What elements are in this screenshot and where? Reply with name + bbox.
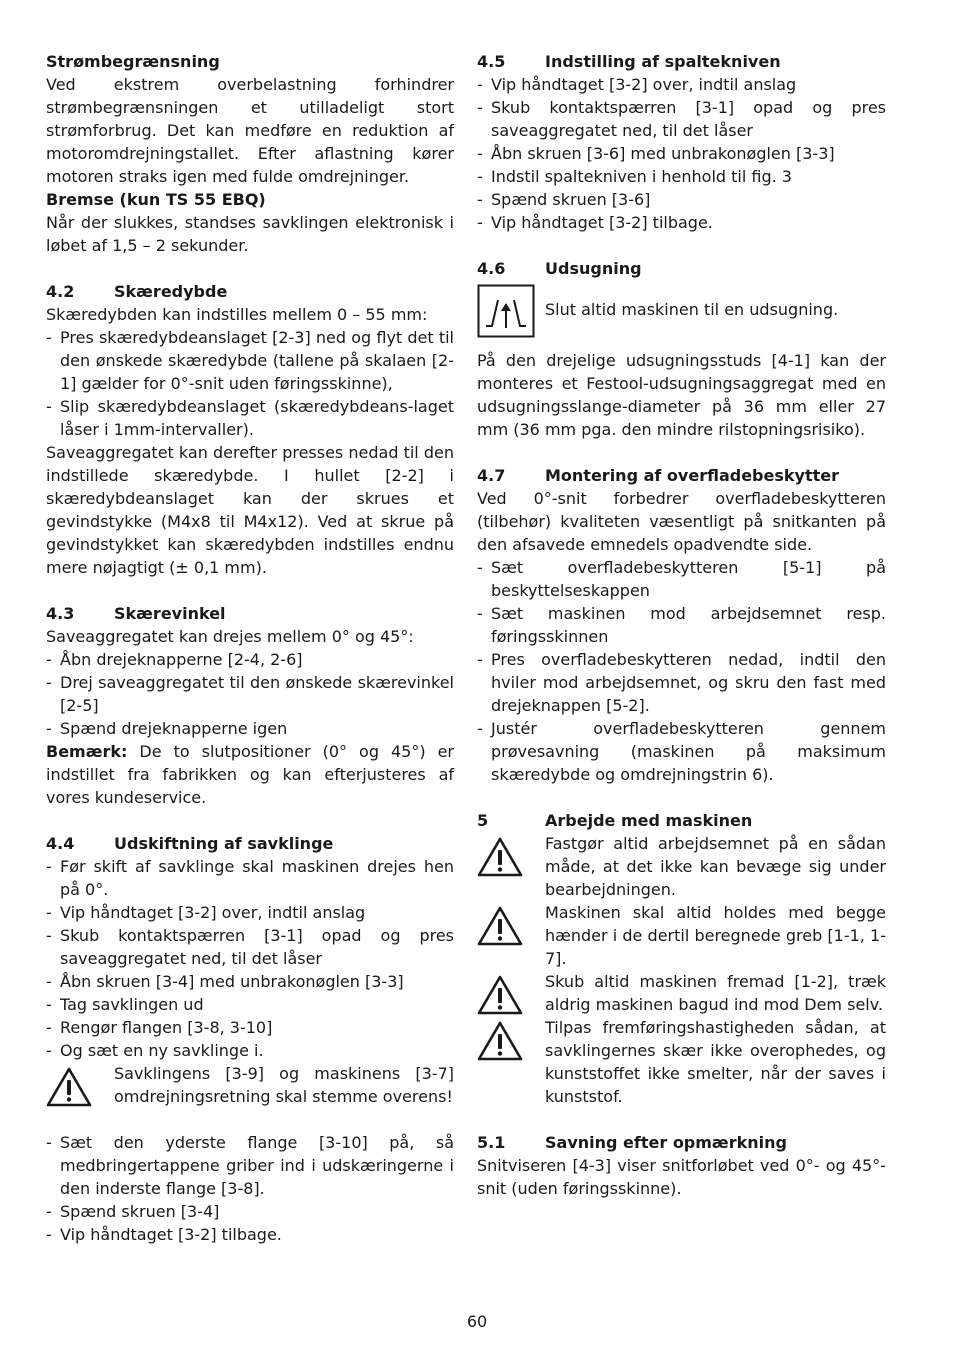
- list-item: - Pres overfladebeskytteren nedad, indtil den hviler mod arbejdsemnet, og skru den fast med drejeknappen [5-2].: [477, 648, 886, 717]
- warning-text: Tilpas fremføringshastigheden sådan, at savklingernes skær ikke overophedes, og kunststoffet ikke smelter, når der saves i kunststof.: [545, 1018, 886, 1106]
- section-4-4-heading: [46, 832, 454, 855]
- list-item: - Sæt den yderste flange [3-10] på, så medbringertappene griber ind i udskæringerne i den inderste flange [3-8].: [46, 1131, 454, 1200]
- list-item: - Pres skæredybdeanslaget [2-3] ned og flyt det til den ønskede skæredybde (tallene på skalaen [2-1] gælder for 0°-snit uden føringsskinne),: [46, 326, 454, 395]
- list-item: - Slip skæredybdeanslaget (skæredybdeans-laget låser i 1mm-intervaller).: [46, 395, 454, 441]
- warning-triangle-icon: [477, 901, 545, 947]
- note-label: Bemærk:: [46, 742, 128, 761]
- current-limit-text: Ved ekstrem overbelastning forhindrer strømbegrænsningen et utilladeligt stort strømforbrug. Det kan medføre en reduktion af motoromdrejningstallet. Efter aflastning kører motoren straks igen med fulde omdrejninger.: [46, 75, 454, 186]
- section-4-3-note: [46, 740, 454, 809]
- right-column: [477, 50, 886, 1200]
- safety-warning: [477, 970, 886, 1016]
- section-number: 4.7: [477, 466, 506, 485]
- section-5-1-text: Snitviseren [4-3] viser snitforløbet ved 0°- og 45°-snit (uden føringsskinne).: [477, 1156, 886, 1198]
- section-title: Skærevinkel: [114, 604, 226, 623]
- section-number: 4.2: [46, 282, 75, 301]
- section-4-5-list: [477, 73, 886, 234]
- section-4-3-list: [46, 648, 454, 740]
- section-number: 4.6: [477, 259, 506, 278]
- list-item: - Åbn skruen [3-4] med unbrakonøglen [3-3]: [46, 970, 454, 993]
- list-item: - Sæt maskinen mod arbejdsemnet resp. føringsskinnen: [477, 602, 886, 648]
- warning-text: Fastgør altid arbejdsemnet på en sådan måde, at det ikke kan bevæge sig under bearbejdningen.: [545, 834, 886, 899]
- list-item: - Vip håndtaget [3-2] tilbage.: [477, 211, 886, 234]
- dust-extraction-icon: [477, 280, 545, 338]
- brake-title: Bremse (kun TS 55 EBQ): [46, 190, 266, 209]
- list-item: - Spænd drejeknapperne igen: [46, 717, 454, 740]
- left-column: [46, 50, 454, 1246]
- section-title: Udskiftning af savklinge: [114, 834, 334, 853]
- extraction-notice: [477, 280, 886, 338]
- section-5-heading: [477, 809, 886, 832]
- page-number: 60: [466, 1312, 488, 1331]
- section-4-7-heading: [477, 464, 886, 487]
- list-item: - Vip håndtaget [3-2] over, indtil anslag: [477, 73, 886, 96]
- section-5-1-heading: [477, 1131, 886, 1154]
- list-item: - Justér overfladebeskytteren gennem prøvesavning (maskinen på maksimum skæredybde og omdrejningstrin 6).: [477, 717, 886, 786]
- list-item: - Rengør flangen [3-8, 3-10]: [46, 1016, 454, 1039]
- list-item: - Og sæt en ny savklinge i.: [46, 1039, 454, 1062]
- section-4-2-list: [46, 326, 454, 441]
- note-text: De to slutpositioner (0° og 45°) er indstillet fra fabrikken og kan efterjusteres af vores kundeservice.: [46, 742, 454, 807]
- warning-text: Skub altid maskinen fremad [1-2], træk aldrig maskinen bagud ind mod Dem selv.: [545, 972, 886, 1014]
- section-4-7-intro: Ved 0°-snit forbedrer overfladebeskytteren (tilbehør) kvaliteten væsentligt på snitkanten på den afsavede emnedels opadvendte side.: [477, 489, 886, 554]
- warning-triangle-icon: [477, 970, 545, 1016]
- section-number: 4.4: [46, 834, 75, 853]
- safety-warning: [477, 901, 886, 970]
- current-limit-title: Strømbegrænsning: [46, 52, 220, 71]
- list-item: - Spænd skruen [3-4]: [46, 1200, 454, 1223]
- extraction-notice-text: Slut altid maskinen til en udsugning.: [545, 299, 839, 319]
- warning-triangle-icon: [46, 1062, 114, 1108]
- section-4-3-intro: Saveaggregatet kan drejes mellem 0° og 45°:: [46, 627, 414, 646]
- list-item: - Indstil spaltekniven i henhold til fig. 3: [477, 165, 886, 188]
- section-title: Savning efter opmærkning: [545, 1133, 787, 1152]
- list-item: - Åbn drejeknapperne [2-4, 2-6]: [46, 648, 454, 671]
- list-item: - Skub kontaktspærren [3-1] opad og pres saveaggregatet ned, til det låser: [477, 96, 886, 142]
- list-item: - Spænd skruen [3-6]: [477, 188, 886, 211]
- section-title: Skæredybde: [114, 282, 228, 301]
- warning-triangle-icon: [477, 1016, 545, 1062]
- section-4-7-list: [477, 556, 886, 786]
- section-number: 4.3: [46, 604, 75, 623]
- list-item: - Drej saveaggregatet til den ønskede skærevinkel [2-5]: [46, 671, 454, 717]
- warning-text: Savklingens [3-9] og maskinens [3-7] omdrejningsretning skal stemme overens!: [114, 1064, 454, 1106]
- section-title: Montering af overfladebeskytter: [545, 466, 839, 485]
- section-4-2-text: Saveaggregatet kan derefter presses nedad til den indstillede skæredybde. I hullet [2-2] i skæredybdeanslaget kan der skrues et gevindstykke (M4x8 til M4x12). Ved at skrue på gevindstykket kan skæredybden indstilles endnu mere nøjagtigt (± 0,1 mm).: [46, 443, 454, 577]
- section-4-4-list-2: [46, 1131, 454, 1246]
- list-item: - Tag savklingen ud: [46, 993, 454, 1016]
- warning-triangle-icon: [477, 832, 545, 878]
- warning-text: Maskinen skal altid holdes med begge hænder i de dertil beregnede greb [1-1, 1-7].: [545, 903, 886, 968]
- section-4-6-heading: [477, 257, 886, 280]
- safety-warning: [477, 832, 886, 901]
- safety-warning: [477, 1016, 886, 1108]
- section-title: Indstilling af spaltekniven: [545, 52, 781, 71]
- list-item: - Sæt overfladebeskytteren [5-1] på beskyttelseskappen: [477, 556, 886, 602]
- section-4-6-text: På den drejelige udsugningsstuds [4-1] kan der monteres et Festool-udsugningsaggregat med en udsugningsslange-diameter på 36 mm eller 27 mm (36 mm pga. den mindre rilstopningsrisiko).: [477, 351, 886, 439]
- section-title: Arbejde med maskinen: [545, 811, 753, 830]
- section-4-3-heading: [46, 602, 454, 625]
- list-item: - Før skift af savklinge skal maskinen drejes hen på 0°.: [46, 855, 454, 901]
- rotation-warning: [46, 1062, 454, 1108]
- section-number: 5: [477, 811, 489, 830]
- list-item: - Vip håndtaget [3-2] over, indtil anslag: [46, 901, 454, 924]
- brake-text: Når der slukkes, standses savklingen elektronisk i løbet af 1,5 – 2 sekunder.: [46, 213, 454, 255]
- section-4-2-heading: [46, 280, 454, 303]
- section-4-5-heading: [477, 50, 886, 73]
- list-item: - Vip håndtaget [3-2] tilbage.: [46, 1223, 454, 1246]
- section-4-4-list: [46, 855, 454, 1062]
- section-number: 4.5: [477, 52, 506, 71]
- list-item: - Åbn skruen [3-6] med unbrakonøglen [3-3]: [477, 142, 886, 165]
- section-number: 5.1: [477, 1133, 506, 1152]
- section-4-2-intro: Skæredybden kan indstilles mellem 0 – 55 mm:: [46, 305, 428, 324]
- section-title: Udsugning: [545, 259, 642, 278]
- list-item: - Skub kontaktspærren [3-1] opad og pres saveaggregatet ned, til det låser: [46, 924, 454, 970]
